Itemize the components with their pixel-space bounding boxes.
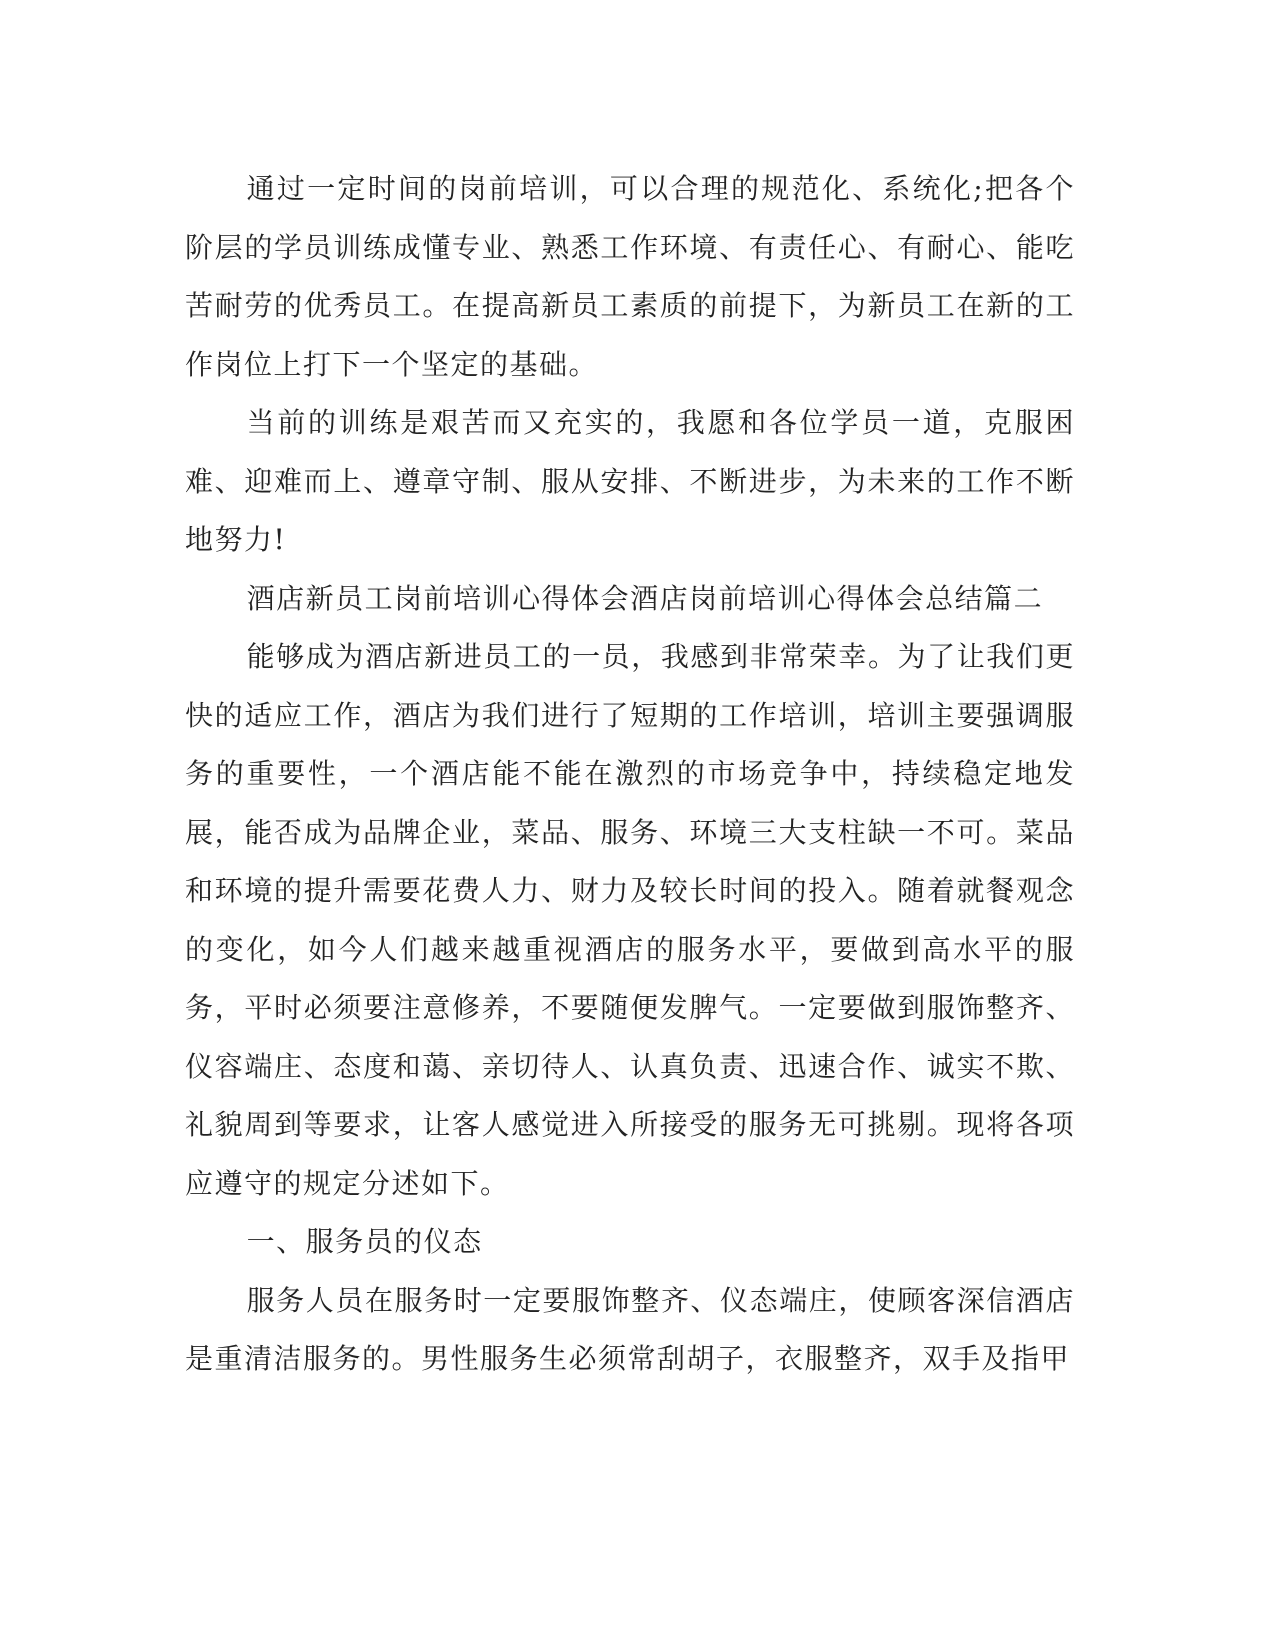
paragraph-appearance-rules: 服务人员在服务时一定要服饰整齐、仪态端庄，使顾客深信酒店是重清洁服务的。男性服务生必须常刮胡子，衣服整齐，双手及指甲 <box>185 1283 1075 1375</box>
subheading-waiter-demeanor: 一、服务员的仪态 <box>246 1225 483 1258</box>
paragraph-commitment: 当前的训练是艰苦而又充实的，我愿和各位学员一道，克服困难、迎难而上、遵章守制、服从安排、不断进步，为未来的工作不断地努力! <box>185 406 1075 556</box>
section-heading-part-two: 酒店新员工岗前培训心得体会酒店岗前培训心得体会总结篇二 <box>246 581 1044 615</box>
document-body <box>185 160 1075 1389</box>
paragraph-service-importance: 能够成为酒店新进员工的一员，我感到非常荣幸。为了让我们更快的适应工作，酒店为我们进行了短期的工作培训，培训主要强调服务的重要性，一个酒店能不能在激烈的市场竞争中，持续稳定地发展，能否成为品牌企业，菜品、服务、环境三大支柱缺一不可。菜品和环境的提升需要花费人力、财力及较长时间的投入。随着就餐观念的变化，如今人们越来越重视酒店的服务水平，要做到高水平的服务，平时必须要注意修养，不要随便发脾气。一定要做到服饰整齐、仪容端庄、态度和蔼、亲切待人、认真负责、迅速合作、诚实不欺、礼貌周到等要求，让客人感觉进入所接受的服务无可挑剔。现将各项应遵守的规定分述如下。 <box>185 640 1075 1200</box>
paragraph-training-benefits: 通过一定时间的岗前培训，可以合理的规范化、系统化;把各个阶层的学员训练成懂专业、熟悉工作环境、有责任心、有耐心、能吃苦耐劳的优秀员工。在提高新员工素质的前提下，为新员工在新的工作岗位上打下一个坚定的基础。 <box>185 172 1075 381</box>
